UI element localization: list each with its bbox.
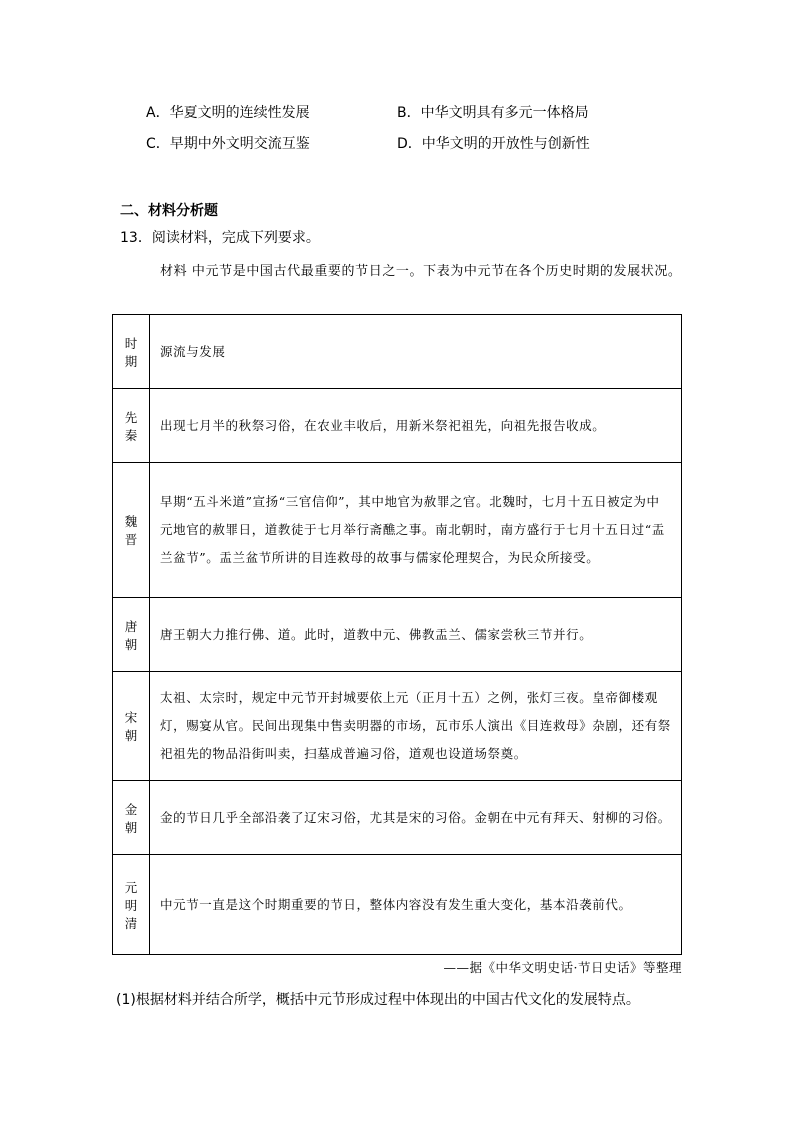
period-char: 元 bbox=[124, 879, 138, 895]
desc-cell: 早期“五斗米道”宣扬“三官信仰”，其中地官为赦罪之官。北魏时，七月十五日被定为中元地官的赦罪日，道教徒于七月举行斋醮之事。南北朝时，南方盛行于七月十五日过“盂兰盆节”。盂兰盆节所讲的目连救母的故事与儒家伦理契合，为民众所接受。 bbox=[150, 463, 682, 598]
period-cell bbox=[113, 672, 150, 781]
period-label bbox=[113, 512, 149, 548]
period-cell bbox=[113, 389, 150, 463]
period-label bbox=[113, 878, 149, 932]
period-char: 朝 bbox=[124, 819, 138, 835]
desc-cell: 唐王朝大力推行佛、道。此时，道教中元、佛教盂兰、儒家尝秋三节并行。 bbox=[150, 598, 682, 672]
period-label bbox=[113, 800, 149, 836]
table-row bbox=[113, 781, 682, 855]
option-d: D．中华文明的开放性与创新性 bbox=[397, 136, 590, 152]
table-header-row bbox=[113, 315, 682, 389]
desc-cell: 太祖、太宗时，规定中元节开封城要依上元（正月十五）之例，张灯三夜。皇帝御楼观灯，赐宴从官。民间出现集中售卖明器的市场，瓦市乐人演出《目连救母》杂剧，还有祭祀祖先的物品沿街叫卖，扫墓成普遍习俗，道观也设道场祭奠。 bbox=[150, 672, 682, 781]
option-a: A．华夏文明的连续性发展 bbox=[146, 105, 310, 121]
period-cell bbox=[113, 463, 150, 598]
question-13-prompt: 13．阅读材料，完成下列要求。 bbox=[120, 230, 320, 246]
period-label bbox=[113, 617, 149, 653]
period-cell bbox=[113, 855, 150, 955]
table-row bbox=[113, 855, 682, 955]
option-b: B．中华文明具有多元一体格局 bbox=[397, 105, 589, 121]
period-label bbox=[113, 408, 149, 444]
table-row bbox=[113, 672, 682, 781]
period-char: 宋 bbox=[124, 710, 138, 725]
period-char: 先 bbox=[124, 409, 138, 425]
table-row bbox=[113, 463, 682, 598]
period-char: 魏 bbox=[124, 514, 138, 529]
history-table bbox=[112, 314, 682, 955]
material-intro: 材料 中元节是中国古代最重要的节日之一。下表为中元节在各个历史时期的发展状况。 bbox=[160, 264, 682, 279]
period-char: 金 bbox=[124, 801, 138, 817]
period-label bbox=[113, 334, 149, 370]
period-char: 朝 bbox=[124, 728, 138, 743]
section-title: 二、材料分析题 bbox=[120, 203, 218, 219]
table-row bbox=[113, 598, 682, 672]
period-cell bbox=[113, 781, 150, 855]
source-citation: ——据《中华文明史话·节日史话》等整理 bbox=[443, 960, 682, 975]
desc-cell: 出现七月半的秋祭习俗，在农业丰收后，用新米祭祀祖先，向祖先报告收成。 bbox=[150, 389, 682, 463]
option-c: C．早期中外文明交流互鉴 bbox=[146, 136, 310, 152]
period-char: 朝 bbox=[124, 636, 138, 652]
period-char: 唐 bbox=[124, 618, 138, 634]
desc-cell: 中元节一直是这个时期重要的节日，整体内容没有发生重大变化，基本沿袭前代。 bbox=[150, 855, 682, 955]
period-char: 秦 bbox=[124, 427, 138, 443]
table-row bbox=[113, 389, 682, 463]
desc-header: 源流与发展 bbox=[150, 315, 682, 389]
period-char: 时 bbox=[124, 335, 138, 351]
period-char: 晋 bbox=[124, 532, 138, 547]
sub-question-1: (1)根据材料并结合所学，概括中元节形成过程中体现出的中国古代文化的发展特点。 bbox=[116, 992, 640, 1008]
period-char: 期 bbox=[124, 353, 138, 369]
period-char: 明 bbox=[124, 897, 138, 913]
period-cell bbox=[113, 598, 150, 672]
period-char: 清 bbox=[124, 915, 138, 931]
desc-cell: 金的节日几乎全部沿袭了辽宋习俗，尤其是宋的习俗。金朝在中元有拜天、射柳的习俗。 bbox=[150, 781, 682, 855]
period-label bbox=[113, 708, 149, 744]
period-cell bbox=[113, 315, 150, 389]
